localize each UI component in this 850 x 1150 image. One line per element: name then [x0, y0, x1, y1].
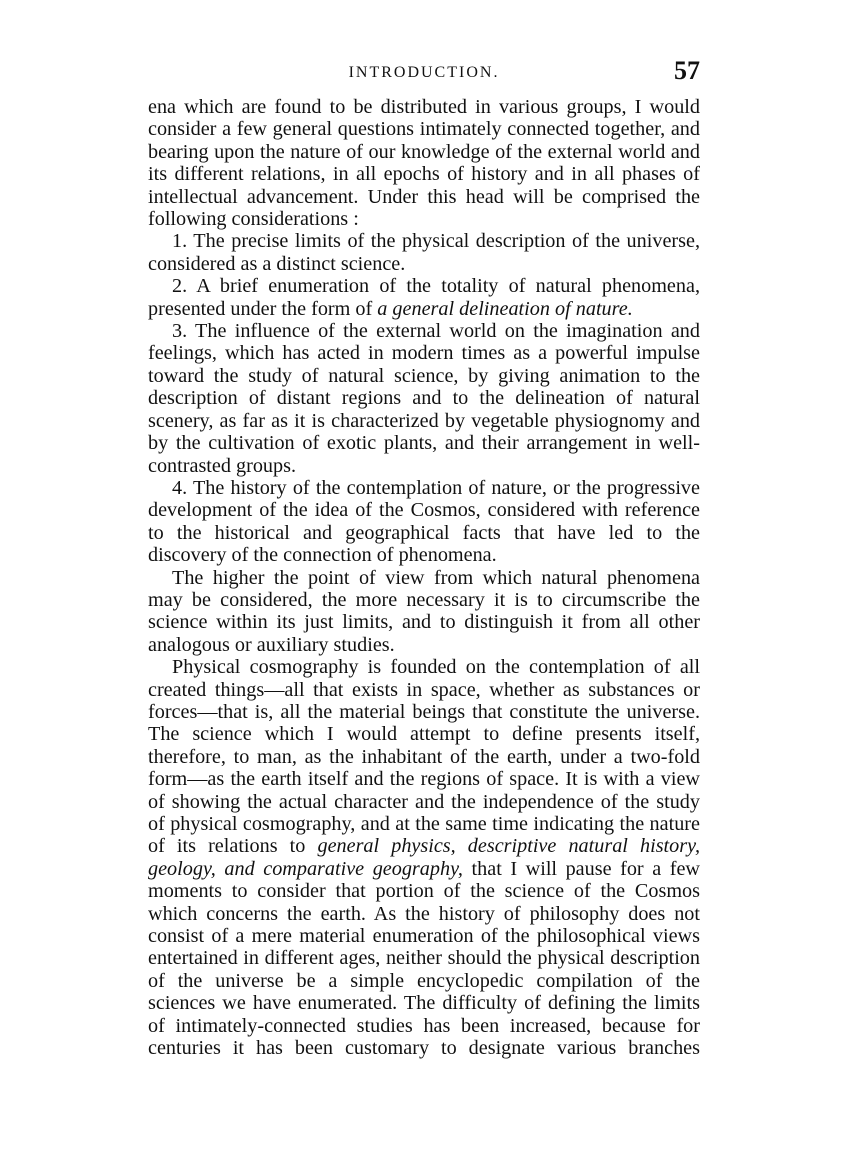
page-number: 57	[674, 56, 700, 85]
paragraph-item-4: 4. The history of the contemplation of nature, or the progressive development of the idea of the Cosmos, considered with reference to the historical and geographical facts that have led to the discovery of the connection of phenomena.	[148, 476, 700, 567]
body-text	[148, 96, 700, 1059]
paragraph-item-3: 3. The influence of the external world on the imagination and feelings, which has acted in modern times as a powerful impulse toward the study of natural science, by giving animation to the description of distant regions and to the delineation of natural scenery, as far as it is characterized by vegetable physiognomy and by the cultivation of exotic plants, and their arrangement in well-contrasted groups.	[148, 320, 700, 477]
paragraph-item-2: 2. A brief enumeration of the totality of natural phenomena, presented under the form of a general delineation of nature.	[148, 275, 700, 320]
paragraph-continuation: ena which are found to be distributed in various groups, I would consider a few general questions intimately connected together, and bearing upon the nature of our knowledge of the external world and its different relations, in all epochs of history and in all phases of intellectual advancement. Under this head will be comprised the following considerations :	[148, 96, 700, 231]
running-head: INTRODUCTION.	[348, 64, 500, 81]
page-header	[148, 56, 700, 92]
paragraph-item-1: 1. The precise limits of the physical description of the universe, considered as a distinct science.	[148, 230, 700, 275]
paragraph-scope: The higher the point of view from which natural phenomena may be considered, the more necessary it is to circumscribe the science within its just limits, and to distinguish it from all other analogous or auxiliary studies.	[148, 566, 700, 656]
paragraph-cosmography: Physical cosmography is founded on the contemplation of all created things—all that exists in space, whether as substances or forces—that is, all the material beings that constitute the universe. The science which I would attempt to define presents itself, therefore, to man, as the inhabitant of the earth, under a two-fold form—as the earth itself and the regions of space. It is with a view of showing the actual character and the independence of the study of physical cosmography, and at the same time indicating the nature of its relations to general physics, descriptive natural history, geology, and comparative geography, that I will pause for a few moments to consider that portion of the science of the Cosmos which concerns the earth. As the history of philosophy does not consist of a mere material enumeration of the philosophical views entertained in different ages, neither should the physical description of the universe be a simple encyclopedic compilation of the sciences we have enumerated. The difficulty of defining the limits of intimately-connected studies has been increased, because for centuries it has been customary to designate various branches	[148, 656, 700, 1060]
